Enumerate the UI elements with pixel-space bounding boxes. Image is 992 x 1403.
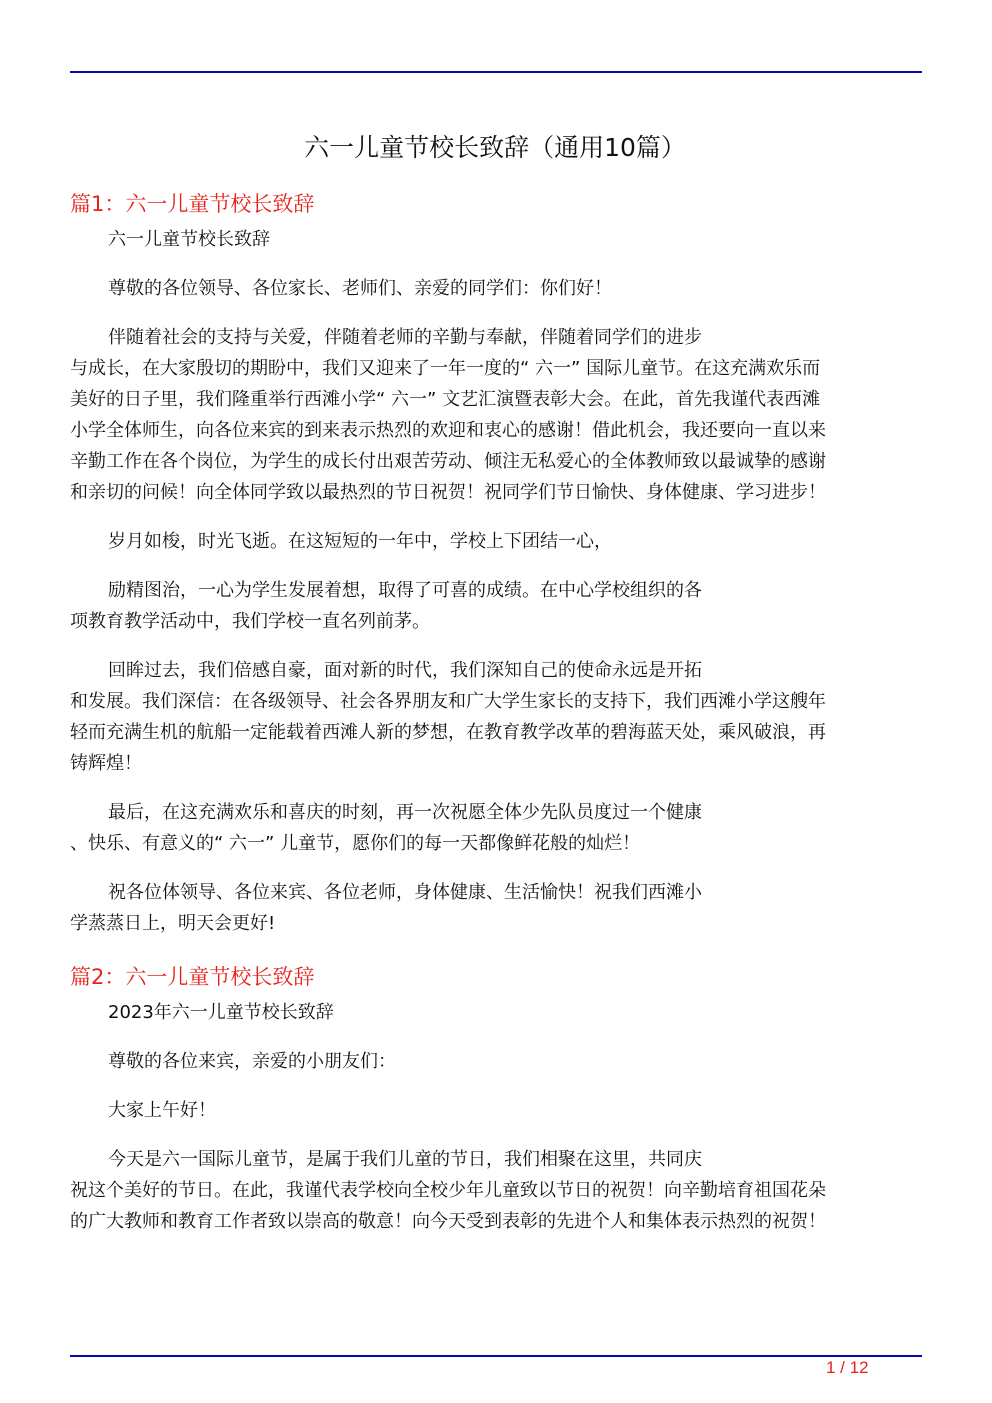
- paragraph: [70, 655, 920, 779]
- document-body: [70, 128, 920, 1255]
- paragraph: [70, 877, 920, 939]
- footer-rule: [70, 1355, 922, 1357]
- paragraph-line: 岁月如梭，时光飞逝。在这短短的一年中，学校上下团结一心，: [108, 531, 612, 552]
- header-rule: [70, 71, 922, 73]
- paragraph-line: 祝各位体领导、各位来宾、各位老师，身体健康、生活愉快！祝我们西滩小: [108, 882, 702, 903]
- page-number: 1 / 12: [826, 1358, 869, 1377]
- paragraph: [70, 1144, 920, 1237]
- paragraph-line: 尊敬的各位领导、各位家长、老师们、亲爱的同学们：你们好！: [108, 278, 612, 299]
- paragraph-line: 2023年六一儿童节校长致辞: [108, 1002, 334, 1023]
- paragraph-line: 回眸过去，我们倍感自豪，面对新的时代，我们深知自己的使命永远是开拓: [108, 660, 702, 681]
- paragraph-line: 学蒸蒸日上，明天会更好!: [70, 913, 276, 934]
- section-2: [70, 957, 920, 1237]
- paragraph-line: 项教育教学活动中，我们学校一直名列前茅。: [70, 611, 430, 632]
- paragraph: [70, 526, 920, 557]
- paragraph-line: 伴随着社会的支持与关爱，伴随着老师的辛勤与奉献，伴随着同学们的进步: [108, 327, 702, 348]
- paragraph-line: 的广大教师和教育工作者致以崇高的敬意！向今天受到表彰的先进个人和集体表示热烈的祝贺！: [70, 1211, 826, 1232]
- paragraph: [70, 797, 920, 859]
- paragraph-line: 辛勤工作在各个岗位，为学生的成长付出艰苦劳动、倾注无私爱心的全体教师致以最诚挚的感谢: [70, 451, 826, 472]
- document-title: 六一儿童节校长致辞（通用10篇）: [304, 133, 686, 162]
- paragraph-line: 美好的日子里，我们隆重举行西滩小学“ 六一” 文艺汇演暨表彰大会。在此，首先我谨代表西滩: [70, 389, 821, 410]
- section-1: [70, 184, 920, 939]
- paragraph-line: 小学全体师生，向各位来宾的到来表示热烈的欢迎和衷心的感谢！借此机会，我还要向一直以来: [70, 420, 826, 441]
- paragraph-line: 今天是六一国际儿童节，是属于我们儿童的节日，我们相聚在这里，共同庆: [108, 1149, 702, 1170]
- section-heading: 篇1：六一儿童节校长致辞: [70, 192, 315, 216]
- paragraph: [70, 273, 920, 304]
- paragraph-line: 和发展。我们深信：在各级领导、社会各界朋友和广大学生家长的支持下，我们西滩小学这艘年: [70, 691, 826, 712]
- paragraph-line: 大家上午好！: [108, 1100, 216, 1121]
- paragraph: [70, 224, 920, 255]
- paragraph-line: 祝这个美好的节日。在此，我谨代表学校向全校少年儿童致以节日的祝贺！向辛勤培育祖国花朵: [70, 1180, 826, 1201]
- paragraph-line: 最后，在这充满欢乐和喜庆的时刻，再一次祝愿全体少先队员度过一个健康: [108, 802, 702, 823]
- paragraph-line: 尊敬的各位来宾，亲爱的小朋友们：: [108, 1051, 396, 1072]
- paragraph-line: 与成长，在大家殷切的期盼中，我们又迎来了一年一度的“ 六一” 国际儿童节。在这充满欢乐而: [70, 358, 821, 379]
- paragraph: [70, 1095, 920, 1126]
- paragraph-line: 六一儿童节校长致辞: [108, 229, 270, 250]
- paragraph: [70, 322, 920, 508]
- paragraph-line: 励精图治，一心为学生发展着想，取得了可喜的成绩。在中心学校组织的各: [108, 580, 702, 601]
- paragraph-line: 和亲切的问候！向全体同学致以最热烈的节日祝贺！祝同学们节日愉快、身体健康、学习进步！: [70, 482, 826, 503]
- paragraph: [70, 575, 920, 637]
- paragraph: [70, 997, 920, 1028]
- paragraph-line: 轻而充满生机的航船一定能载着西滩人新的梦想，在教育教学改革的碧海蓝天处，乘风破浪，再: [70, 722, 826, 743]
- paragraph: [70, 1046, 920, 1077]
- paragraph-line: 、快乐、有意义的“ 六一” 儿童节，愿你们的每一天都像鲜花般的灿烂！: [70, 833, 641, 854]
- paragraph-line: 铸辉煌！: [70, 753, 142, 774]
- section-heading: 篇2：六一儿童节校长致辞: [70, 965, 315, 989]
